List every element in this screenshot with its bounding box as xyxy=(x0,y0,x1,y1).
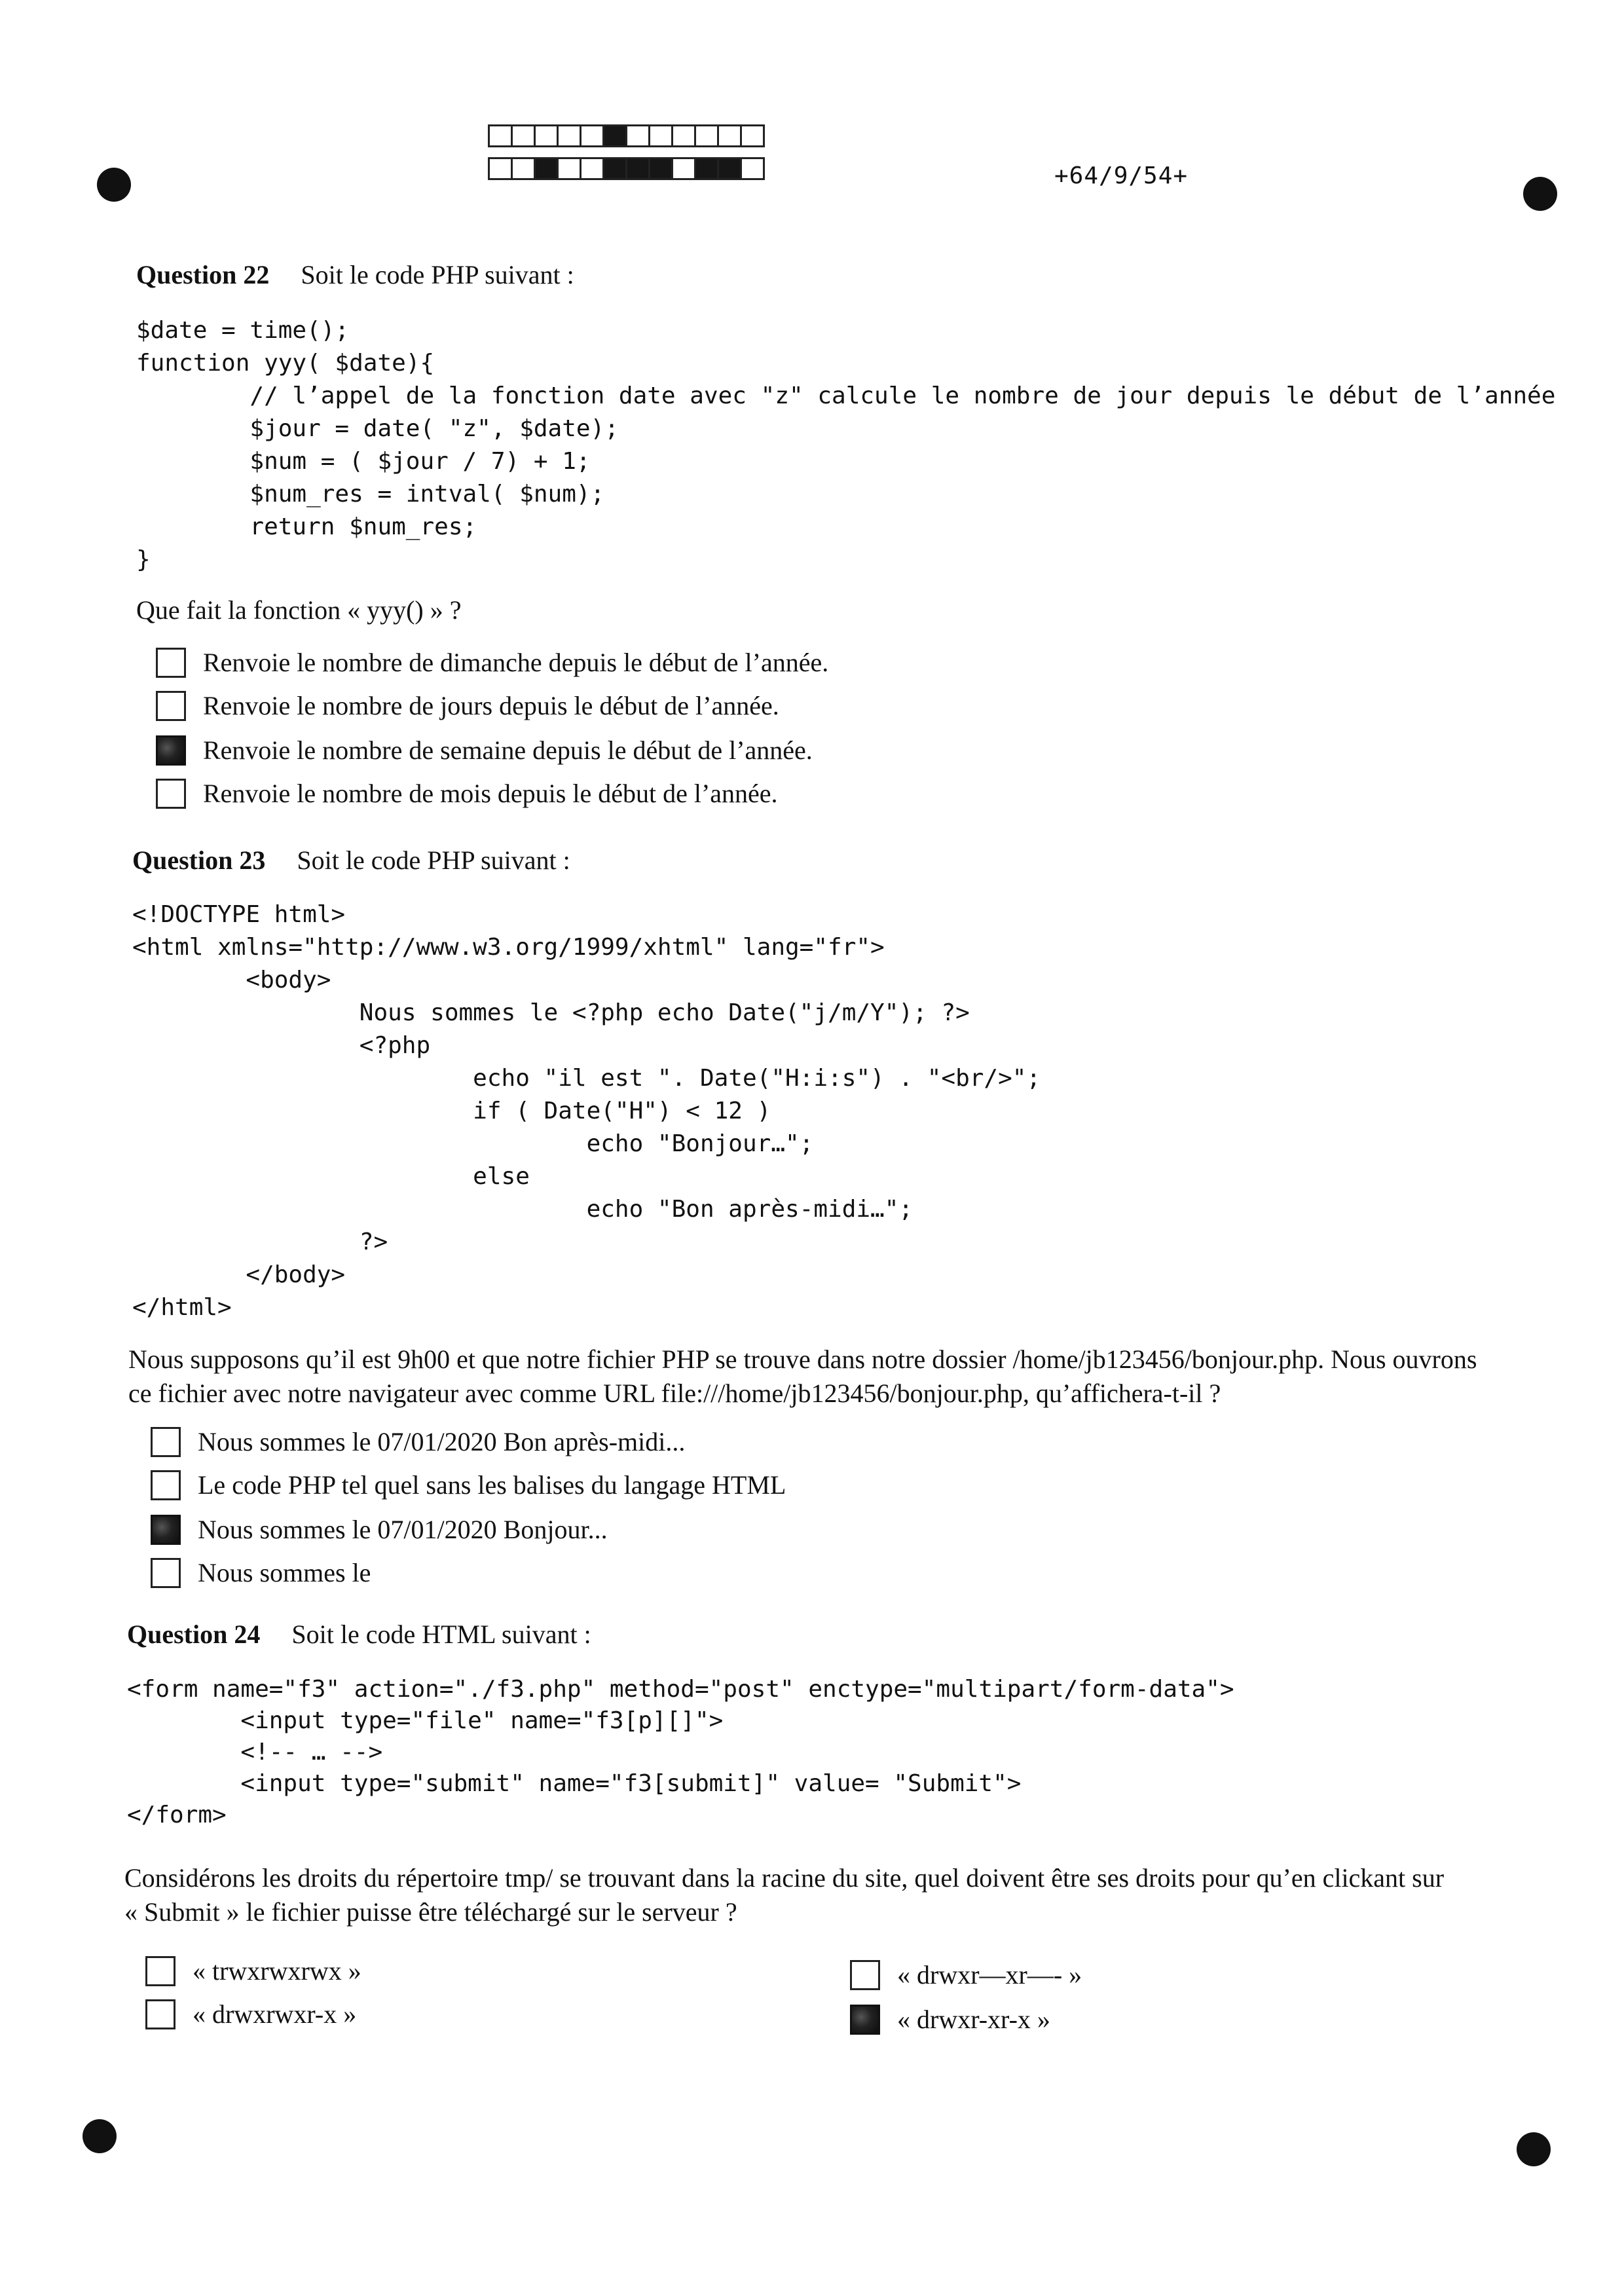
page-id: +64/9/54+ xyxy=(1054,162,1189,189)
q22-option-4[interactable] xyxy=(156,778,778,809)
q24-option-3[interactable] xyxy=(850,1959,1082,1990)
registration-mark-top-right xyxy=(1523,177,1557,211)
question-number: Question 23 xyxy=(132,845,266,875)
q24-prompt-line-1: Considérons les droits du répertoire tmp/ se trouvant dans la racine du site, quel doivent être ses droits pour qu’en clickant sur xyxy=(124,1863,1445,1893)
question-number: Question 24 xyxy=(127,1620,261,1649)
barcode-cell-empty xyxy=(740,157,765,180)
barcode-cell-empty xyxy=(694,124,719,147)
barcode-cell-empty xyxy=(580,157,604,180)
option-label: Renvoie le nombre de jours depuis le début de l’année. xyxy=(203,691,779,720)
q23-prompt-line-1: Nous supposons qu’il est 9h00 et que notre fichier PHP se trouve dans notre dossier /home/jb123456/bonjour.php. Nous ouvrons xyxy=(128,1344,1477,1374)
barcode-cell-empty xyxy=(671,124,696,147)
barcode-cell-filled xyxy=(534,157,559,180)
q23-code-block: <!DOCTYPE html> <html xmlns="http://www.w3.org/1999/xhtml" lang="fr"> <body> Nous sommes le <?php echo Date("j/m/Y"); ?> <?php echo "il est ". Date("H:i:s") . "<br/>"; if ( Date("H") < 12 ) echo "Bonjour…"; else echo "Bon après-midi…"; ?> </body> </html> xyxy=(132,901,1041,1321)
checkbox-checked[interactable] xyxy=(156,735,186,766)
option-label: Nous sommes le 07/01/2020 Bon après-midi... xyxy=(198,1427,686,1456)
barcode-cell-filled xyxy=(694,157,719,180)
option-label: Renvoie le nombre de dimanche depuis le début de l’année. xyxy=(203,648,829,677)
q22-prompt: Que fait la fonction « yyy() » ? xyxy=(136,595,462,625)
option-label: « trwxrwxrwx » xyxy=(193,1956,361,1986)
barcode-cell-empty xyxy=(511,124,536,147)
barcode-cell-filled xyxy=(602,157,627,180)
checkbox[interactable] xyxy=(145,1999,175,2029)
barcode-cell-empty xyxy=(580,124,604,147)
checkbox[interactable] xyxy=(151,1470,181,1500)
barcode-cell-filled xyxy=(625,157,650,180)
barcode-cell-empty xyxy=(534,124,559,147)
checkbox[interactable] xyxy=(156,648,186,678)
barcode-cell-empty xyxy=(557,124,581,147)
registration-mark-top-left xyxy=(97,168,131,202)
option-label: Nous sommes le 07/01/2020 Bonjour... xyxy=(198,1515,608,1544)
option-label: Renvoie le nombre de semaine depuis le début de l’année. xyxy=(203,735,813,765)
q24-option-1[interactable] xyxy=(145,1955,361,1986)
barcode-cell-empty xyxy=(648,124,673,147)
checkbox[interactable] xyxy=(151,1558,181,1588)
option-label: Nous sommes le xyxy=(198,1558,371,1587)
registration-mark-bottom-right xyxy=(1517,2132,1551,2166)
q23-prompt-line-2: ce fichier avec notre navigateur avec comme URL file:///home/jb123456/bonjour.php, qu’affichera-t-il ? xyxy=(128,1379,1221,1408)
q22-option-2[interactable] xyxy=(156,690,779,721)
barcode-cell-empty xyxy=(740,124,765,147)
barcode-cell-empty xyxy=(625,124,650,147)
option-label: « drwxr—xr—- » xyxy=(897,1960,1082,1990)
q24-code-block: <form name="f3" action="./f3.php" method="post" enctype="multipart/form-data"> <input type="file" name="f3[p][]"> <!-- … --> <input type="submit" name="f3[submit]" value= "Submit"> </form> xyxy=(127,1676,1234,1828)
question-number: Question 22 xyxy=(136,260,270,289)
option-label: « drwxrwxr-x » xyxy=(193,1999,357,2029)
q23-option-1[interactable] xyxy=(151,1426,685,1457)
question-23-title xyxy=(132,845,570,876)
q24-option-4[interactable] xyxy=(850,2004,1050,2035)
barcode-cell-filled xyxy=(602,124,627,147)
barcode-cell-empty xyxy=(671,157,696,180)
barcode-cell-empty xyxy=(488,124,513,147)
q22-option-1[interactable] xyxy=(156,647,828,678)
barcode-cell-filled xyxy=(717,157,742,180)
barcode-cell-empty xyxy=(717,124,742,147)
option-label: Renvoie le nombre de mois depuis le début de l’année. xyxy=(203,779,778,808)
checkbox[interactable] xyxy=(145,1956,175,1986)
checkbox-checked[interactable] xyxy=(151,1515,181,1545)
question-intro: Soit le code PHP suivant : xyxy=(297,845,570,875)
q24-option-2[interactable] xyxy=(145,1999,356,2029)
option-label: Le code PHP tel quel sans les balises du langage HTML xyxy=(198,1470,786,1500)
barcode-cell-empty xyxy=(488,157,513,180)
registration-mark-bottom-left xyxy=(83,2119,117,2153)
q23-option-4[interactable] xyxy=(151,1557,371,1588)
barcode-cell-filled xyxy=(648,157,673,180)
q22-code-block: $date = time(); function yyy( $date){ // l’appel de la fonction date avec "z" calcule le nombre de jour depuis le début de l’année $jour = date( "z", $date); $num = ( $jour / 7) + 1; $num_res = intval( $num); return $num_res; } xyxy=(136,317,1556,573)
question-intro: Soit le code HTML suivant : xyxy=(291,1620,591,1649)
barcode-cell-empty xyxy=(557,157,581,180)
q23-option-2[interactable] xyxy=(151,1470,786,1500)
option-label: « drwxr-xr-x » xyxy=(897,2005,1050,2034)
q23-prompt xyxy=(128,1342,1477,1411)
q24-prompt-line-2: « Submit » le fichier puisse être téléchargé sur le serveur ? xyxy=(124,1897,737,1927)
q24-prompt xyxy=(124,1861,1444,1929)
checkbox[interactable] xyxy=(151,1427,181,1457)
barcode-cell-empty xyxy=(511,157,536,180)
barcode-top-row xyxy=(488,124,763,147)
q23-option-3[interactable] xyxy=(151,1514,608,1545)
checkbox[interactable] xyxy=(156,691,186,721)
checkbox[interactable] xyxy=(156,779,186,809)
question-intro: Soit le code PHP suivant : xyxy=(301,260,574,289)
checkbox[interactable] xyxy=(850,1960,880,1990)
q22-option-3[interactable] xyxy=(156,735,813,766)
checkbox-checked[interactable] xyxy=(850,2005,880,2035)
question-24-title xyxy=(127,1619,591,1650)
question-22-title xyxy=(136,259,574,290)
barcode-bottom-row xyxy=(488,157,763,180)
